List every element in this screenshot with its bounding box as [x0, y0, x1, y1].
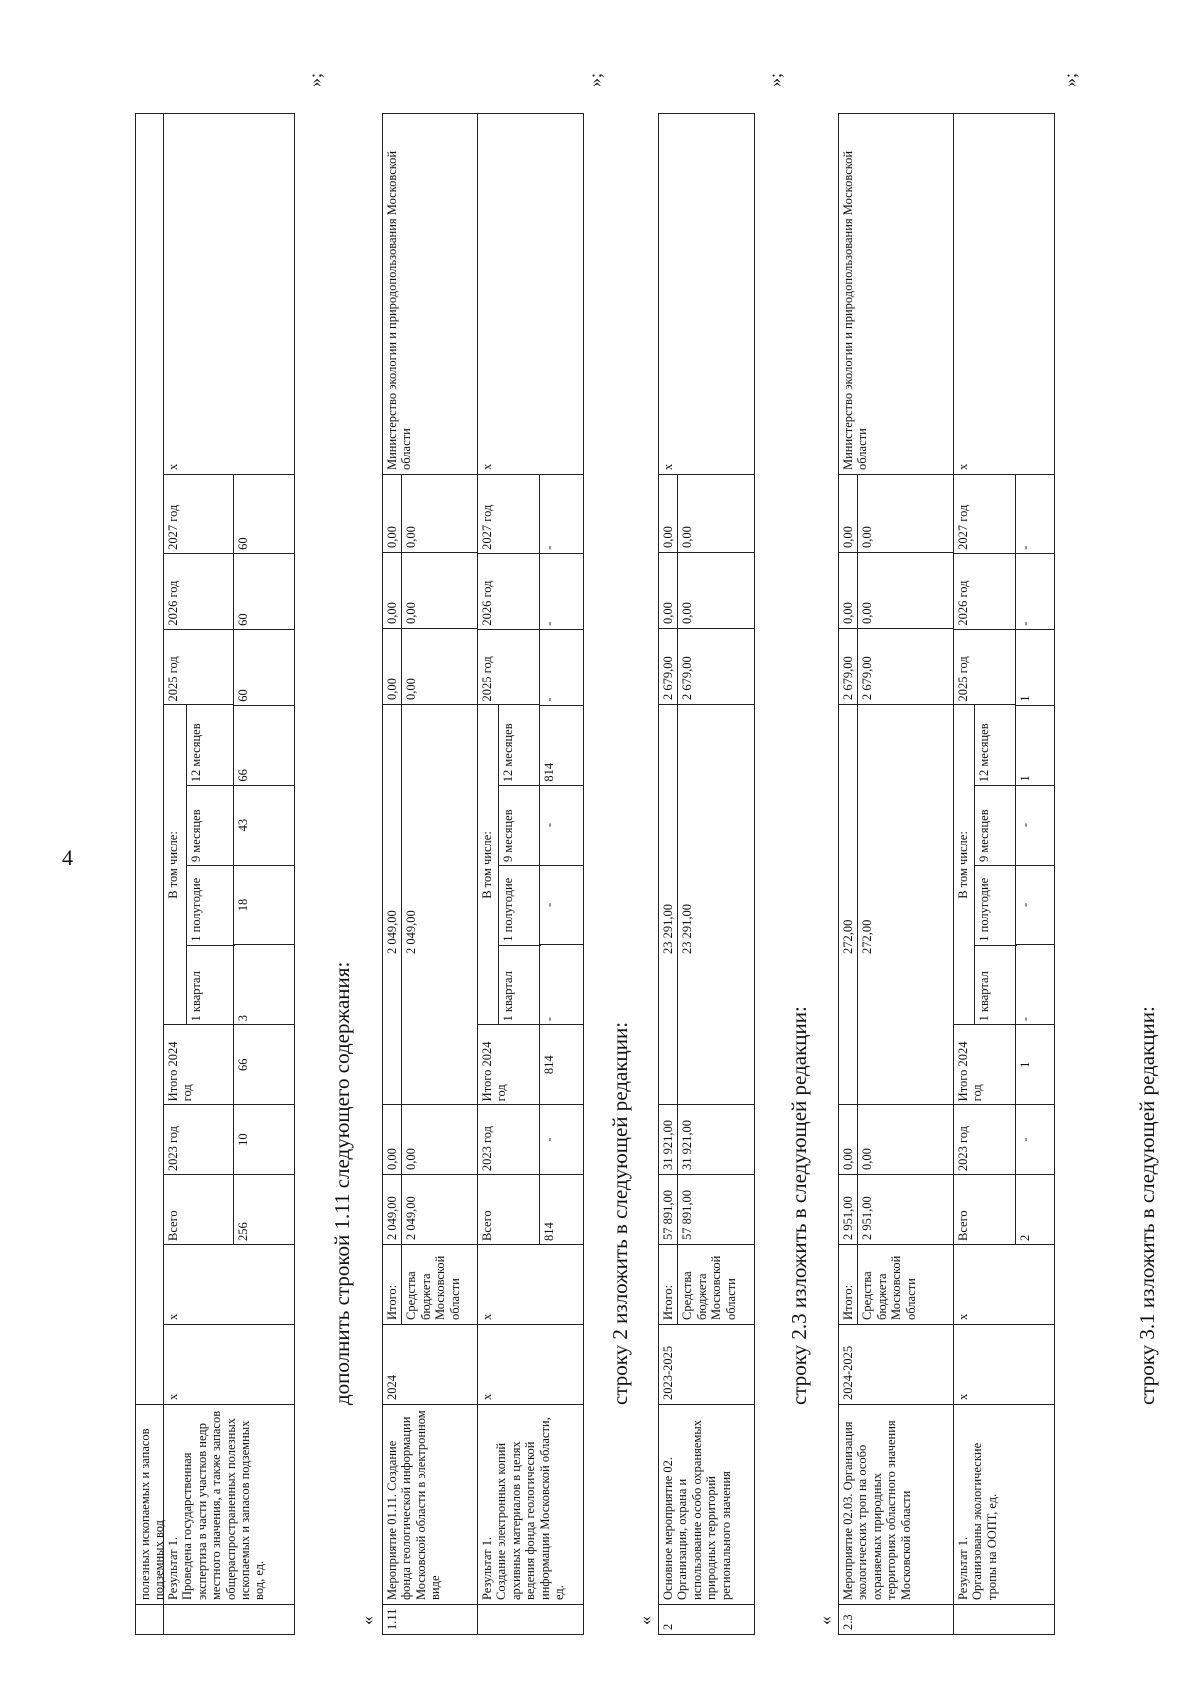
sum-source: 57 891,00: [680, 1190, 695, 1240]
header-q1: 1 квартал: [975, 945, 1017, 1025]
y2024-cell: [383, 704, 477, 1104]
result-desc: Проведена государственная экспертиза в части участков недр местного значения, а также запасов общераспространенных полезных ископаемых и запасов подземных вод, ед.: [180, 1410, 267, 1600]
value-itogo: 1: [1016, 1024, 1054, 1104]
event-years: 2023-2025: [659, 1324, 754, 1404]
value-h1: -: [540, 865, 583, 945]
header-2026: 2026 год: [954, 553, 1015, 629]
x-mark: х: [478, 1324, 583, 1404]
header-h1: 1 полугодие: [187, 865, 235, 945]
header-m9: 9 месяцев: [187, 785, 235, 865]
y2026-cell: [383, 552, 477, 628]
section-heading: строку 2 изложить в следующей редакции:: [608, 1021, 632, 1405]
y2026-total: 0,00: [839, 553, 858, 628]
header-2027: 2027 год: [166, 504, 180, 550]
result-desc: Организованы экологические тропы на ООПТ, ед.: [970, 1442, 999, 1600]
header-h1: 1 полугодие: [975, 865, 1017, 945]
header-vtom-label: В том числе:: [478, 705, 499, 1024]
table-row: [383, 114, 478, 1634]
y2023-cell: [659, 1104, 754, 1174]
y2027-cell: [659, 474, 754, 552]
sum-cell: [659, 1174, 754, 1244]
table-row: [478, 114, 583, 1634]
y2025-cell: [383, 628, 477, 704]
y2023-total: 0,00: [383, 1105, 402, 1174]
result-label: Результат 1.: [166, 1536, 180, 1600]
x-mark: х: [956, 463, 970, 470]
result-cell: [478, 1404, 583, 1604]
value-2026: -: [1016, 553, 1054, 629]
section-heading: строку 2.3 изложить в следующей редакции:: [787, 1006, 811, 1405]
value-h1: 18: [234, 865, 294, 945]
fin-source-label: Средства бюджета Московской области: [860, 1255, 918, 1320]
y2025-source: 2 679,00: [680, 656, 695, 700]
page-number: 4: [62, 845, 73, 870]
result-label: Результат 1.: [956, 1536, 970, 1600]
sum-cell: [383, 1174, 477, 1244]
result-cell: [954, 1404, 1054, 1604]
sum-source: 2 049,00: [404, 1196, 419, 1240]
executor: х: [661, 463, 675, 470]
table-row: [954, 114, 1054, 1634]
y2026-cell: [839, 552, 953, 628]
value-h1: -: [1016, 865, 1054, 945]
header-h1: 1 полугодие: [499, 865, 541, 945]
y2027-source: 0,00: [860, 526, 875, 548]
header-total: Всего: [954, 1174, 1015, 1244]
header-2023: 2023 год: [164, 1104, 233, 1174]
y2023-source: 0,00: [860, 1148, 875, 1170]
sum-total: 2 951,00: [839, 1175, 858, 1244]
row-number: 2.3: [839, 1604, 953, 1634]
event-name: Основное мероприятие 02. Организация, охрана и использование особо охраняемых природных территорий регионального значения: [659, 1404, 754, 1604]
header-2025: 2025 год: [478, 629, 539, 705]
value-q1: -: [1016, 944, 1054, 1024]
value-q1: 3: [234, 944, 294, 1024]
value-m12: 814: [540, 705, 583, 785]
event-name: Мероприятие 01.11. Создание фонда геологической информации Московской области в электронном виде: [383, 1404, 477, 1604]
y2025-total: 2 679,00: [839, 629, 858, 704]
y2025-source: 2 679,00: [860, 656, 875, 700]
x-mark: х: [480, 463, 494, 470]
header-vtom: [478, 704, 539, 1024]
closing-quote: »;: [1060, 72, 1080, 87]
header-q1: 1 квартал: [499, 945, 541, 1025]
header-total: Всего: [164, 1174, 233, 1244]
value-m12: 1: [1016, 705, 1054, 785]
y2025-cell: [659, 628, 754, 704]
header-itogo-2024: Итого 2024 год: [164, 1024, 233, 1104]
value-itogo: 814: [540, 1024, 583, 1104]
y2024-source: 23 291,00: [680, 904, 695, 954]
header-2023: 2023 год: [954, 1104, 1015, 1174]
y2024-total: 272,00: [839, 705, 858, 1104]
header-2027: 2027 год: [956, 504, 970, 550]
header-m12: 12 месяцев: [977, 723, 991, 783]
header-vtom-label: В том числе:: [164, 705, 187, 1024]
value-itogo: 66: [234, 1024, 294, 1104]
value-2025: 1: [1016, 629, 1054, 705]
header-total: Всего: [478, 1174, 539, 1244]
indicator-grid: [954, 474, 1054, 1244]
x-mark: х: [164, 1324, 294, 1404]
header-m12: 12 месяцев: [189, 723, 203, 783]
top-text: полезных ископаемых и запасов подземных вод: [136, 1404, 163, 1604]
x-mark: х: [478, 1244, 583, 1324]
header-2027: 2027 год: [480, 504, 494, 550]
y2027-total: 0,00: [383, 475, 402, 552]
y2026-total: 0,00: [383, 553, 402, 628]
y2026-source: 0,00: [680, 602, 695, 624]
value-2023: 10: [234, 1104, 294, 1174]
value-total: 256: [234, 1174, 294, 1244]
value-total: 814: [540, 1174, 583, 1244]
header-itogo-2024: Итого 2024 год: [954, 1024, 1015, 1104]
fin-source: [839, 1244, 953, 1324]
y2024-total: 2 049,00: [383, 705, 402, 1104]
y2024-cell: [839, 704, 953, 1104]
header-m9: 9 месяцев: [975, 785, 1017, 865]
sum-cell: [839, 1174, 953, 1244]
opening-quote: «: [815, 1616, 835, 1625]
table-row: [659, 114, 754, 1634]
indicator-grid: [478, 474, 583, 1244]
sum-total: 57 891,00: [659, 1175, 678, 1244]
value-2023: -: [1016, 1104, 1054, 1174]
y2025-source: 0,00: [404, 678, 419, 700]
y2023-total: 31 921,00: [659, 1105, 678, 1174]
y2027-total: 0,00: [659, 475, 678, 552]
section-heading: строку 3.1 изложить в следующей редакции:: [1135, 1006, 1159, 1405]
row-number: 2: [659, 1604, 754, 1634]
y2027-total: 0,00: [839, 475, 858, 552]
fin-total-label: Итого:: [383, 1245, 402, 1324]
value-m9: 43: [234, 785, 294, 865]
y2024-source: 272,00: [860, 919, 875, 954]
value-2027: -: [1018, 545, 1032, 550]
closing-quote: »;: [585, 72, 605, 87]
x-mark: х: [164, 1244, 294, 1324]
header-m9: 9 месяцев: [499, 785, 541, 865]
x-mark: х: [954, 1244, 1054, 1324]
executor: Министерство экологии и природопользования Московской области: [841, 150, 870, 470]
sum-source: 2 951,00: [860, 1196, 875, 1240]
y2025-total: 0,00: [383, 629, 402, 704]
y2023-total: 0,00: [839, 1105, 858, 1174]
value-2023: -: [540, 1104, 583, 1174]
table-row-2: [658, 113, 755, 1635]
executor: Министерство экологии и природопользования Московской области: [385, 150, 414, 470]
result-desc: Создание электронных копий архивных материалов в целях ведения фонда геологической информации Московской области, ед.: [494, 1417, 566, 1600]
y2024-total: 23 291,00: [659, 705, 678, 1104]
header-2026: 2026 год: [478, 553, 539, 629]
header-vtom: [164, 704, 233, 1024]
header-2025: 2025 год: [164, 629, 233, 705]
y2026-source: 0,00: [860, 602, 875, 624]
closing-quote: »;: [305, 72, 325, 87]
y2023-cell: [839, 1104, 953, 1174]
result-cell: [164, 1404, 294, 1604]
value-2025: -: [540, 629, 583, 705]
fin-source: [659, 1244, 754, 1324]
y2023-cell: [383, 1104, 477, 1174]
value-m12: 66: [234, 705, 294, 785]
section-heading: дополнить строкой 1.11 следующего содержания:: [330, 961, 354, 1405]
value-total: 2: [1016, 1174, 1054, 1244]
y2026-source: 0,00: [404, 602, 419, 624]
value-2026: -: [540, 553, 583, 629]
x-mark: х: [954, 1324, 1054, 1404]
event-years: 2024-2025: [839, 1324, 953, 1404]
table-row: [164, 114, 294, 1634]
document-sheet: [135, 55, 1195, 1635]
indicator-grid: [164, 474, 294, 1244]
event-years: 2024: [383, 1324, 477, 1404]
closing-quote: »;: [765, 72, 785, 87]
sum-total: 2 049,00: [383, 1175, 402, 1244]
fin-source-label: Средства бюджета Московской области: [404, 1255, 462, 1320]
y2025-total: 2 679,00: [659, 629, 678, 704]
opening-quote: «: [357, 1616, 377, 1625]
y2026-cell: [659, 552, 754, 628]
value-m9: -: [1016, 785, 1054, 865]
y2025-cell: [839, 628, 953, 704]
y2024-cell: [659, 704, 754, 1104]
fin-total-label: Итого:: [659, 1245, 678, 1324]
header-vtom: [954, 704, 1015, 1024]
value-2026: 60: [234, 553, 294, 629]
header-2026: 2026 год: [164, 553, 233, 629]
value-m9: -: [540, 785, 583, 865]
event-name: Мероприятие 02.03. Организация экологических троп на особо охраняемых природных территориях областного значения Московской области: [839, 1404, 953, 1604]
table-row-1-11: [382, 113, 584, 1635]
table-row: [839, 114, 954, 1634]
row-number: 1.11: [383, 1604, 477, 1634]
x-mark: х: [166, 463, 180, 470]
fin-total-label: Итого:: [839, 1245, 858, 1324]
fin-source: [383, 1244, 477, 1324]
y2023-source: 31 921,00: [680, 1120, 695, 1170]
header-q1: 1 квартал: [187, 945, 235, 1025]
table-row: [136, 114, 167, 1634]
table-continuation: [135, 113, 295, 1635]
y2027-cell: [839, 474, 953, 552]
value-2027: -: [542, 545, 556, 550]
header-vtom-label: В том числе:: [954, 705, 975, 1024]
table-row-2-3: [838, 113, 1055, 1635]
fin-source-label: Средства бюджета Московской области: [680, 1255, 738, 1320]
header-2023: 2023 год: [478, 1104, 539, 1174]
result-label: Результат 1.: [480, 1536, 494, 1600]
value-2025: 60: [234, 629, 294, 705]
y2027-cell: [383, 474, 477, 552]
header-itogo-2024: Итого 2024 год: [478, 1024, 539, 1104]
value-q1: -: [540, 944, 583, 1024]
y2023-source: 0,00: [404, 1148, 419, 1170]
y2027-source: 0,00: [680, 526, 695, 548]
y2027-source: 0,00: [404, 526, 419, 548]
header-2025: 2025 год: [954, 629, 1015, 705]
opening-quote: «: [635, 1616, 655, 1625]
value-2027: 60: [236, 537, 250, 550]
y2024-source: 2 049,00: [404, 910, 419, 954]
header-m12: 12 месяцев: [501, 723, 515, 783]
y2026-total: 0,00: [659, 553, 678, 628]
